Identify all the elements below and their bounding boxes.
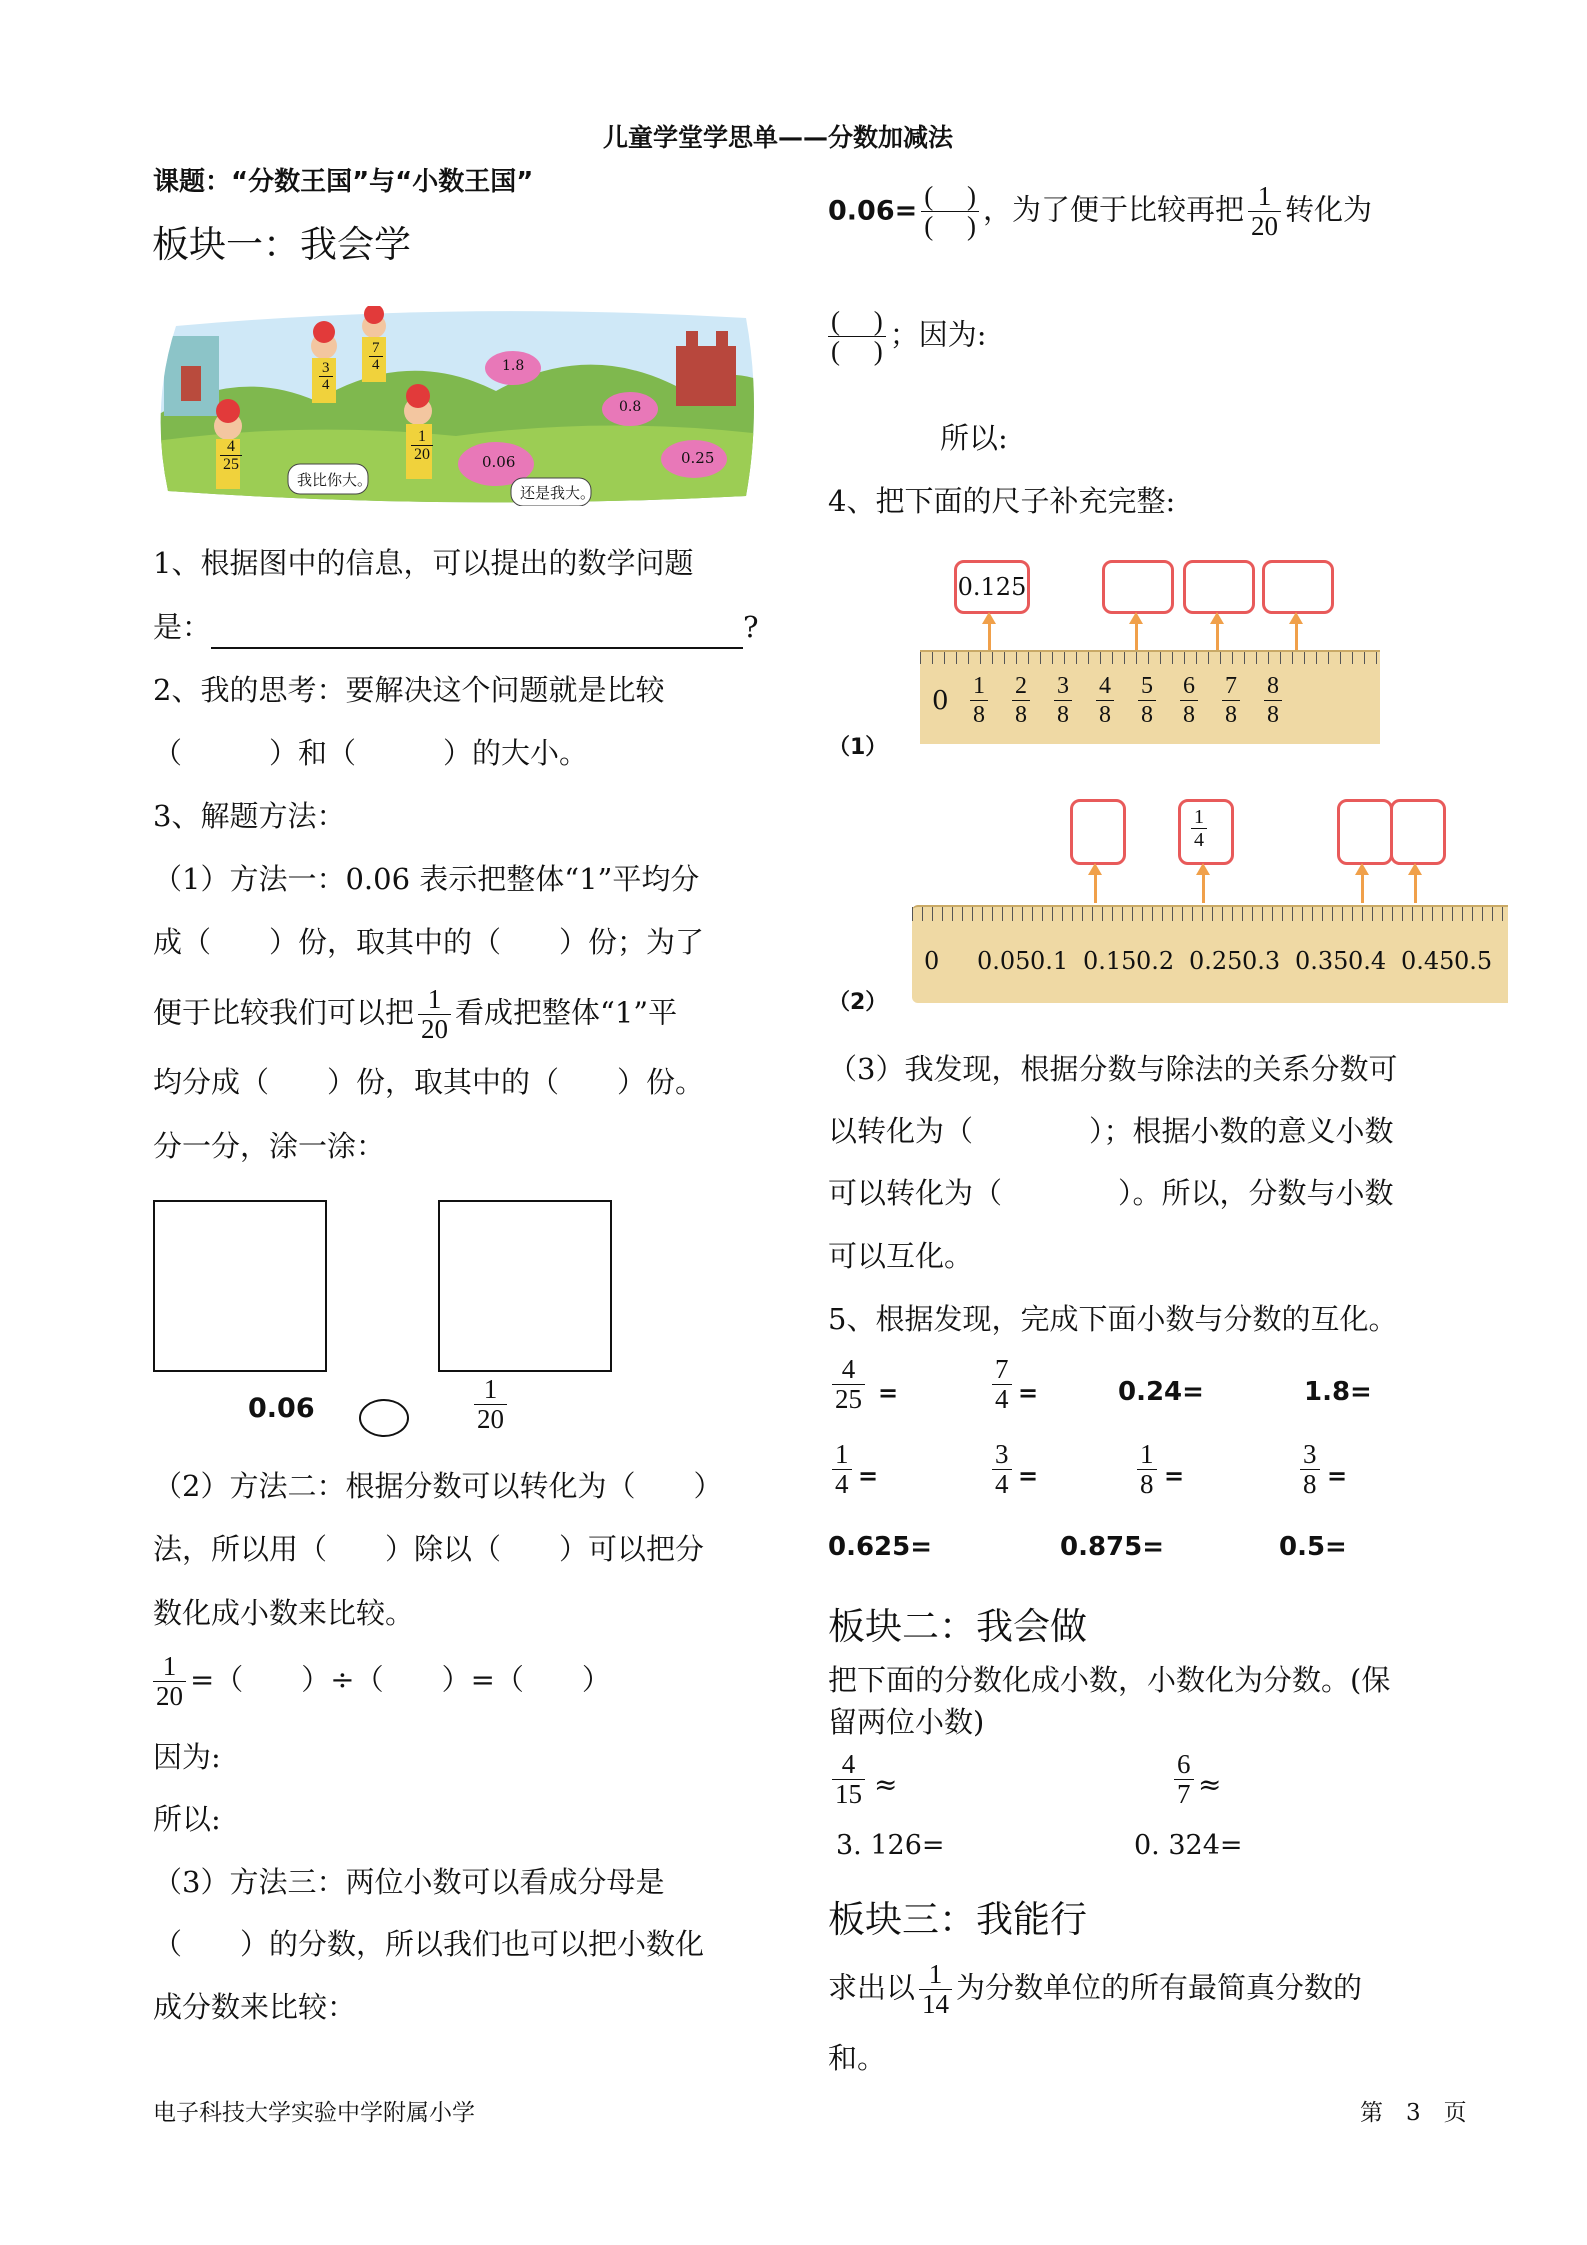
q5-decimal: 0.875= bbox=[1060, 1532, 1165, 1562]
section1-title: 板块一：我会学 bbox=[152, 223, 411, 266]
q1-line1: 1、根据图中的信息，可以提出的数学问题 bbox=[153, 546, 694, 580]
king-tag-fraction: $\frac{4}{25}$ bbox=[220, 438, 242, 473]
arrowhead bbox=[1408, 863, 1422, 875]
division-equation: =（ ）÷（ ）=（ ） bbox=[190, 1662, 611, 1697]
ruler2-tick-label: 0.2 bbox=[1136, 947, 1175, 975]
q5-decimal: 0.625= bbox=[828, 1532, 933, 1562]
q3-m1-line2: 成（ ）份，取其中的（ ）份；为了 bbox=[153, 925, 705, 959]
ruler1-given-chip: 0.125 bbox=[954, 560, 1030, 614]
equals-sign: = bbox=[1164, 1462, 1185, 1490]
q3-m1-line3 bbox=[153, 985, 677, 1044]
shading-square-fraction[interactable] bbox=[438, 1200, 612, 1372]
section3-line1 bbox=[828, 1960, 1362, 2019]
q3-m3-line1: （3）方法三：两位小数可以看成分母是 bbox=[153, 1865, 665, 1899]
q3-m1-line3-b: 看成把整体“1”平 bbox=[455, 995, 678, 1030]
ruler2-tick-label: 0.35 bbox=[1295, 947, 1349, 975]
king-tag-fraction: $\frac{3}{4}$ bbox=[319, 360, 333, 393]
q2-line1: 2、我的思考：要解决这个问题就是比较 bbox=[153, 673, 665, 707]
speech-bubble-text: 我比你大。 bbox=[297, 471, 373, 489]
finding-line2: 以转化为（ ）；根据小数的意义小数 bbox=[828, 1114, 1394, 1148]
eq-text-a: ，为了便于比较再把 bbox=[982, 192, 1244, 227]
ruler2-tick-label: 0.1 bbox=[1030, 947, 1069, 975]
right-eq-line1 bbox=[828, 182, 1372, 241]
q5-fraction: $\frac{1}{4}$ bbox=[832, 1440, 852, 1499]
arrow bbox=[1135, 620, 1138, 650]
ruler1-body bbox=[920, 650, 1380, 744]
footer-school: 电子科技大学实验中学附属小学 bbox=[153, 2100, 475, 2126]
section2-title: 板块二：我会做 bbox=[828, 1605, 1087, 1648]
section2-fraction: $\frac{4}{15}$ bbox=[832, 1750, 865, 1809]
section3-line1-b: 为分数单位的所有最简真分数的 bbox=[956, 1970, 1363, 2005]
section2-desc-line1: 把下面的分数化成小数，小数化为分数。(保 bbox=[828, 1663, 1391, 1697]
pig-label: 0.25 bbox=[681, 449, 715, 467]
section2-fraction-row bbox=[828, 1750, 1328, 1820]
q3-m1-line4: 均分成（ ）份，取其中的（ ）份。 bbox=[153, 1065, 705, 1099]
therefore-label: 所以: bbox=[153, 1802, 221, 1836]
approx-sign: ≈ bbox=[874, 1768, 898, 1801]
arrow bbox=[1414, 871, 1417, 903]
ruler2-label: （2） bbox=[828, 990, 888, 1015]
ruler2-answer-box[interactable] bbox=[1337, 799, 1393, 865]
equals-sign: = bbox=[1018, 1379, 1039, 1407]
because-label: 因为: bbox=[153, 1740, 221, 1774]
arrow bbox=[988, 620, 991, 650]
equals-sign: = bbox=[858, 1462, 879, 1490]
ruler1-fraction: $\frac{1}{8}$ bbox=[970, 672, 988, 738]
q5-fraction: $\frac{7}{4}$ bbox=[992, 1355, 1012, 1414]
q5-fraction: $\frac{3}{8}$ bbox=[1300, 1440, 1320, 1499]
q5-row2 bbox=[828, 1440, 1448, 1520]
section3-title: 板块三：我能行 bbox=[828, 1898, 1087, 1941]
arrow bbox=[1361, 871, 1364, 903]
arrowhead bbox=[1210, 612, 1224, 624]
pig-label: 1.8 bbox=[502, 358, 525, 374]
q3-m2-line3: 数化成小数来比较。 bbox=[153, 1596, 415, 1630]
therefore-label-right: 所以: bbox=[940, 421, 1008, 455]
ruler2-tick-label: 0 bbox=[924, 947, 940, 975]
because-label-right: ；因为: bbox=[889, 317, 987, 352]
q2-line2: （ ）和（ ）的大小。 bbox=[153, 736, 589, 770]
pig-label: 0.8 bbox=[619, 399, 642, 415]
q3-m1-line5: 分一分，涂一涂： bbox=[153, 1129, 386, 1163]
ruler-2 bbox=[912, 795, 1512, 1005]
section2-fraction: $\frac{6}{7}$ bbox=[1174, 1750, 1194, 1809]
ruler2-tick-label: 0.25 bbox=[1189, 947, 1243, 975]
finding-line1: （3）我发现，根据分数与除法的关系分数可 bbox=[828, 1052, 1398, 1086]
q5-fraction: $\frac{4}{25}$ bbox=[832, 1355, 865, 1414]
q5-title: 5、根据发现，完成下面小数与分数的互化。 bbox=[828, 1302, 1398, 1336]
q1-answer-blank[interactable] bbox=[211, 617, 743, 649]
page-title: 儿童学堂学思单——分数加减法 bbox=[603, 123, 954, 152]
equals-sign: = bbox=[878, 1379, 899, 1407]
ruler2-answer-box[interactable] bbox=[1390, 799, 1446, 865]
arrow bbox=[1094, 871, 1097, 903]
section3-line2: 和。 bbox=[828, 2041, 887, 2075]
illustration bbox=[156, 306, 762, 506]
eq-prefix: 0.06= bbox=[828, 195, 918, 227]
section2-desc-line2: 留两位小数) bbox=[828, 1705, 985, 1739]
arrowhead bbox=[1129, 612, 1143, 624]
pig-label: 0.06 bbox=[482, 453, 516, 471]
arrow bbox=[1202, 871, 1205, 903]
ruler1-fraction: $\frac{6}{8}$ bbox=[1180, 672, 1198, 738]
q3-title: 3、解题方法： bbox=[153, 799, 346, 833]
arrowhead bbox=[1088, 863, 1102, 875]
equals-sign: = bbox=[1018, 1462, 1039, 1490]
q3-m2-line1: （2）方法二：根据分数可以转化为（ ） bbox=[153, 1469, 723, 1503]
ruler1-zero: 0 bbox=[932, 686, 949, 716]
ruler2-tick-label: 0.4 bbox=[1348, 947, 1387, 975]
q3-m2-equation bbox=[153, 1652, 611, 1711]
arrowhead bbox=[1196, 863, 1210, 875]
ruler2-body bbox=[912, 905, 1508, 1003]
compare-circle[interactable] bbox=[359, 1399, 409, 1437]
ruler1-fraction: $\frac{5}{8}$ bbox=[1138, 672, 1156, 738]
section2-decimal: 3. 126= bbox=[836, 1830, 945, 1861]
q1-line2 bbox=[153, 605, 759, 649]
ruler2-tick-label: 0.15 bbox=[1083, 947, 1137, 975]
ruler1-ticks bbox=[920, 652, 1380, 664]
fraction-1-20: $\frac{1}{20}$ bbox=[1248, 182, 1281, 241]
shading-square-decimal[interactable] bbox=[153, 1200, 327, 1372]
ruler1-answer-box[interactable] bbox=[1102, 560, 1174, 614]
ruler2-tick-label: 0.5 bbox=[1454, 947, 1493, 975]
eq-text-b: 转化为 bbox=[1285, 192, 1373, 227]
arrowhead bbox=[982, 612, 996, 624]
fraction-1-20: $\frac{1}{20}$ bbox=[153, 1652, 186, 1711]
q1-suffix: ? bbox=[743, 610, 759, 644]
finding-line3: 可以转化为（ ）。所以，分数与小数 bbox=[828, 1176, 1394, 1210]
ruler1-fractions bbox=[966, 672, 1366, 738]
blank-fraction[interactable]: $\frac{( )}{( )}$ bbox=[828, 307, 886, 366]
ruler1-answer-box[interactable] bbox=[1183, 560, 1255, 614]
q3-m1-line1: （1）方法一：0.06 表示把整体“1”平均分 bbox=[153, 862, 700, 896]
compare-decimal: 0.06 bbox=[248, 1393, 315, 1424]
ruler1-fraction: $\frac{3}{8}$ bbox=[1054, 672, 1072, 738]
q5-fraction: $\frac{3}{4}$ bbox=[992, 1440, 1012, 1499]
footer-page: 第 3 页 bbox=[1360, 2100, 1467, 2126]
ruler2-tick-label: 0.3 bbox=[1242, 947, 1281, 975]
fraction-1-14: $\frac{1}{14}$ bbox=[919, 1960, 952, 2019]
q3-m3-line2: （ ）的分数，所以我们也可以把小数化 bbox=[153, 1927, 705, 1961]
lesson-topic: 课题：“分数王国”与“小数王国” bbox=[153, 167, 534, 197]
speech-bubble-text: 还是我大。 bbox=[520, 484, 596, 502]
ruler2-answer-box[interactable] bbox=[1070, 799, 1126, 865]
king-tag-fraction: $\frac{7}{4}$ bbox=[369, 340, 383, 373]
ruler1-answer-box[interactable] bbox=[1262, 560, 1334, 614]
approx-sign: ≈ bbox=[1198, 1768, 1222, 1801]
arrow bbox=[1295, 620, 1298, 650]
ruler1-label: （1） bbox=[828, 735, 888, 760]
ruler1-fraction: $\frac{2}{8}$ bbox=[1012, 672, 1030, 738]
finding-line4: 可以互化。 bbox=[828, 1239, 974, 1273]
ruler1-fraction: $\frac{4}{8}$ bbox=[1096, 672, 1114, 738]
q5-row3 bbox=[828, 1532, 1448, 1572]
q5-decimal: 0.5= bbox=[1279, 1532, 1347, 1562]
q5-decimal: 0.24= bbox=[1118, 1377, 1204, 1407]
q4-title: 4、把下面的尺子补充完整: bbox=[828, 484, 1176, 518]
ruler1-fraction: $\frac{8}{8}$ bbox=[1264, 672, 1282, 738]
illustration-art bbox=[156, 306, 762, 506]
right-eq-line2 bbox=[828, 307, 987, 366]
ruler1-fraction: $\frac{7}{8}$ bbox=[1222, 672, 1240, 738]
ruler2-given-chip: $\frac{1}{4}$ bbox=[1178, 799, 1234, 865]
q5-row1 bbox=[828, 1355, 1448, 1435]
section2-decimal: 0. 324= bbox=[1134, 1830, 1243, 1861]
q5-decimal: 1.8= bbox=[1304, 1377, 1372, 1407]
blank-fraction[interactable]: $\frac{( )}{( )}$ bbox=[921, 182, 979, 241]
q3-m3-line3: 成分数来比较： bbox=[153, 1990, 357, 2024]
ruler-1 bbox=[920, 550, 1380, 745]
compare-fraction: $\frac{1}{20}$ bbox=[474, 1375, 507, 1434]
q5-fraction: $\frac{1}{8}$ bbox=[1137, 1440, 1157, 1499]
ruler2-tick-labels bbox=[924, 947, 1504, 981]
q3-m1-line3-a: 便于比较我们可以把 bbox=[153, 995, 415, 1030]
arrowhead bbox=[1289, 612, 1303, 624]
fraction-1-20: $\frac{1}{20}$ bbox=[418, 985, 451, 1044]
ruler2-ticks bbox=[912, 907, 1508, 921]
section2-decimal-row bbox=[836, 1830, 1336, 1870]
equals-sign: = bbox=[1327, 1462, 1348, 1490]
king-tag-fraction: $\frac{1}{20}$ bbox=[411, 428, 433, 463]
section3-line1-a: 求出以 bbox=[828, 1970, 916, 2005]
ruler2-tick-label: 0.45 bbox=[1401, 947, 1455, 975]
ruler2-tick-label: 0.05 bbox=[977, 947, 1031, 975]
q3-m2-line2: 法，所以用（ ）除以（ ）可以把分 bbox=[153, 1532, 705, 1566]
arrow bbox=[1216, 620, 1219, 650]
arrowhead bbox=[1355, 863, 1369, 875]
q1-prefix: 是： bbox=[153, 610, 212, 644]
